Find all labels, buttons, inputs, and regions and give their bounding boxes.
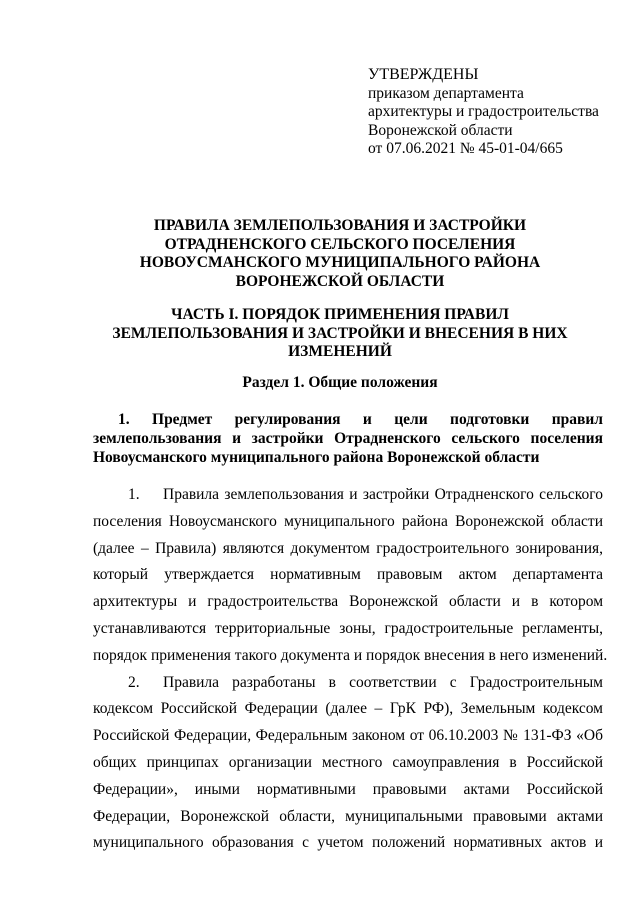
article-line: 1. Предмет регулирования и цели подготовки правил [118, 411, 603, 428]
paragraph-line: Российской Федерации, Федеральным законом от 06.10.2003 № 131-ФЗ «Об [93, 727, 603, 745]
approval-stamp [368, 66, 608, 159]
paragraph-line: устанавливаются территориальные зоны, градостроительные регламенты, [93, 619, 603, 637]
paragraph-number: 2. [128, 673, 140, 691]
paragraph-line: кодексом Российской Федерации (далее – ГрК РФ), Земельным кодексом [93, 700, 603, 718]
body-text [93, 482, 608, 857]
paragraph-line: (далее – Правила) являются документом градостроительного зонирования, [93, 539, 603, 557]
part-heading [80, 306, 600, 362]
paragraph-line: поселения Новоусманского муниципального района Воронежской области [93, 512, 603, 530]
document-title [80, 217, 600, 291]
paragraph-line: муниципального образования с учетом положений нормативных актов и [93, 834, 603, 852]
title-line: ВОРОНЕЖСКОЙ ОБЛАСТИ [235, 272, 445, 290]
paragraph-line: Федерации, Воронежской области, муниципальными правовыми актами [93, 807, 603, 825]
paragraph-line: который утверждается нормативным правовым актом департамента [93, 566, 603, 584]
paragraph-2-first-line: 2. Правила разработаны в соответствии с Градостроительным [93, 670, 603, 697]
paragraph-line: общих принципах организации местного самоуправления в Российской [93, 753, 603, 771]
title-line: НОВОУСМАНСКОГО МУНИЦИПАЛЬНОГО РАЙОНА [139, 254, 541, 271]
part-line: ИЗМЕНЕНИЙ [288, 343, 392, 360]
paragraph-number: 1. [128, 486, 140, 503]
article-line: Новоусманского муниципального района Воронежской области [93, 449, 540, 466]
section-heading [80, 374, 600, 393]
section-title: Раздел 1. Общие положения [242, 374, 438, 391]
approval-heading: УТВЕРЖДЕНЫ [368, 66, 479, 83]
paragraph-line: архитектуры и градостроительства Воронежской области и в котором [93, 593, 603, 611]
title-line: ПРАВИЛА ЗЕМЛЕПОЛЬЗОВАНИЯ И ЗАСТРОЙКИ [153, 217, 527, 234]
part-line: ЧАСТЬ I. ПОРЯДОК ПРИМЕНЕНИЯ ПРАВИЛ [171, 306, 509, 323]
article-heading [93, 410, 603, 467]
article-line: землепользования и застройки Отрадненского сельского поселения [93, 430, 603, 447]
approval-line: приказом департамента [368, 84, 524, 102]
approval-line: архитектуры и градостроительства [368, 103, 599, 120]
approval-line: Воронежской области [368, 121, 513, 139]
title-line: ОТРАДНЕНСКОГО СЕЛЬСКОГО ПОСЕЛЕНИЯ [164, 235, 516, 253]
paragraph-line: Федерации», иными нормативными правовыми актами Российской [93, 780, 603, 798]
paragraph-last-line: порядок применения такого документа и порядок внесения в него изменений. [93, 646, 608, 664]
part-line: ЗЕМЛЕПОЛЬЗОВАНИЯ И ЗАСТРОЙКИ И ВНЕСЕНИЯ В НИХ [112, 324, 568, 342]
approval-order-line: от 07.06.2021 № 45-01-04/665 [368, 140, 563, 157]
paragraph-1-first-line: 1. Правила землепользования и застройки Отрадненского сельского [93, 482, 603, 509]
